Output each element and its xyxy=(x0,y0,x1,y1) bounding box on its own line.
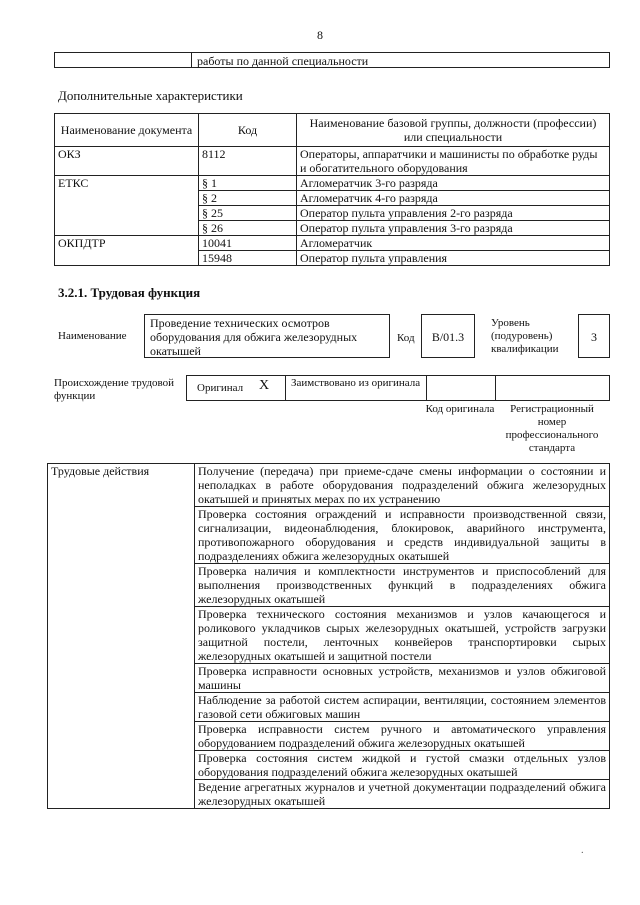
labor-action-item: Проверка состояния ограждений и исправности производственной связи, сигнализации, видеонаблюдения, блокировок, аварийного инструмента, противопожарного оборудования и средств индивидуальной защиты в подразделениях обжига железорудных окатышей xyxy=(195,507,610,564)
labor-action-item: Проверка исправности основных устройств, механизмов и узлов обжиговой машины xyxy=(195,664,610,693)
labor-action-item: Проверка состояния систем жидкой и густой смазки отдельных узлов оборудования подразделений обжига железорудных окатышей xyxy=(195,751,610,780)
origin-row xyxy=(186,375,610,401)
code-cell: 8112 xyxy=(199,147,297,176)
original-checkmark: X xyxy=(259,378,270,393)
additional-characteristics-heading: Дополнительные характеристики xyxy=(58,88,243,103)
column-header-document: Наименование документа xyxy=(55,114,199,147)
name-label: Наименование xyxy=(58,330,127,342)
origin-divider xyxy=(426,376,427,400)
origin-label: Происхождение трудовой функции xyxy=(54,377,175,402)
table-row xyxy=(55,236,610,251)
origin-divider xyxy=(495,376,496,400)
name-cell: Агломератчик xyxy=(297,236,610,251)
labor-action-item: Проверка исправности систем ручного и автоматического управления оборудованием подразделений обжига железорудных окатышей xyxy=(195,722,610,751)
name-cell: Оператор пульта управления 3-го разряда xyxy=(297,221,610,236)
labor-actions-table xyxy=(47,463,610,809)
continuation-row xyxy=(54,52,610,68)
continuation-text: работы по данной специальности xyxy=(197,54,369,68)
labor-actions-header: Трудовые действия xyxy=(48,464,195,809)
origin-divider xyxy=(285,376,286,400)
page-number: 8 xyxy=(317,28,323,42)
function-name-box: Проведение технических осмотров оборудования для обжига железорудных окатышей xyxy=(144,314,390,358)
code-cell: § 1 xyxy=(199,176,297,191)
column-header-code: Код xyxy=(199,114,297,147)
table-header-row xyxy=(55,114,610,147)
code-original-label: Код оригинала xyxy=(425,403,495,415)
table-row xyxy=(48,464,610,507)
name-cell: Агломератчик 3-го разряда xyxy=(297,176,610,191)
registration-number-label: Регистрационный номер профессионального стандарта xyxy=(505,403,599,454)
column-header-name: Наименование базовой группы, должности (профессии) или специальности xyxy=(297,114,610,147)
table-row xyxy=(55,176,610,191)
qualification-level-label: Уровень (подуровень) квалификации xyxy=(491,317,559,355)
qualification-level-box: 3 xyxy=(578,314,610,358)
name-cell: Оператор пульта управления xyxy=(297,251,610,266)
original-label: Оригинал xyxy=(197,382,244,394)
document-cell: ОКПДТР xyxy=(55,236,199,266)
code-cell: § 26 xyxy=(199,221,297,236)
labor-action-item: Проверка технического состояния механизмов и узлов качающегося и роликового укладчиков сырых железорудных окатышей, устройств загрузки защитной постели, ленточных конвейеров транспортировки сырых железорудных окатышей и защитной постели xyxy=(195,607,610,664)
additional-characteristics-table xyxy=(54,113,610,266)
borrowed-label: Заимствовано из оригинала xyxy=(291,377,421,389)
document-cell: ЕТКС xyxy=(55,176,199,236)
name-cell: Оператор пульта управления 2-го разряда xyxy=(297,206,610,221)
code-cell: 15948 xyxy=(199,251,297,266)
code-cell: § 25 xyxy=(199,206,297,221)
labor-action-item: Проверка наличия и комплектности инструментов и приспособлений для выполнения производственных функций в подразделениях обжига железорудных окатышей xyxy=(195,564,610,607)
code-cell: 10041 xyxy=(199,236,297,251)
corner-mark: · xyxy=(580,848,584,859)
continuation-divider xyxy=(191,53,192,67)
code-cell: § 2 xyxy=(199,191,297,206)
labor-action-item: Ведение агрегатных журналов и учетной документации подразделений обжига железорудных окатышей xyxy=(195,780,610,809)
document-cell: ОКЗ xyxy=(55,147,199,176)
name-cell: Операторы, аппаратчики и машинисты по обработке руды и обогатительного оборудования xyxy=(297,147,610,176)
code-label: Код xyxy=(397,332,415,344)
function-code-box: В/01.3 xyxy=(421,314,475,358)
labor-function-title: 3.2.1. Трудовая функция xyxy=(58,285,201,300)
labor-action-item: Наблюдение за работой систем аспирации, вентиляции, состоянием элементов газовой сети обжиговых машин xyxy=(195,693,610,722)
name-cell: Агломератчик 4-го разряда xyxy=(297,191,610,206)
table-row xyxy=(55,147,610,176)
labor-action-item: Получение (передача) при приеме-сдаче смены информации о состоянии и неполадках в работе оборудования подразделений обжига железорудных окатышей и принятых мерах по их устранению xyxy=(195,464,610,507)
